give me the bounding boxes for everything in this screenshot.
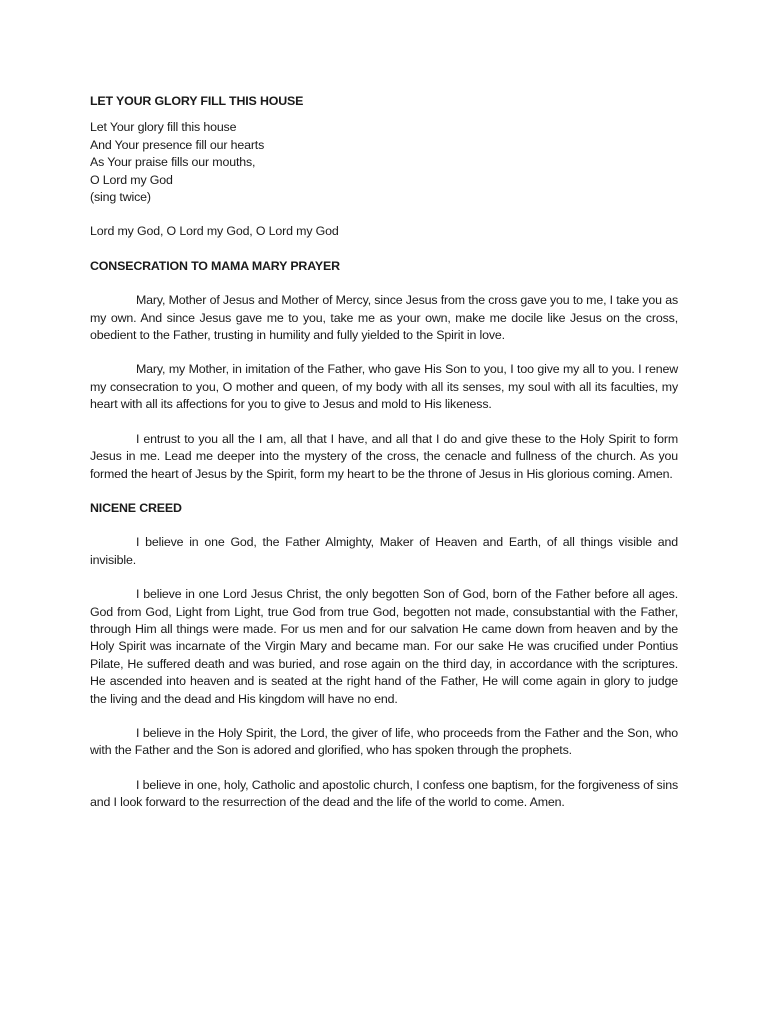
consecration-title: CONSECRATION TO MAMA MARY PRAYER — [90, 258, 340, 273]
spacer — [90, 206, 678, 223]
spacer — [90, 414, 678, 431]
song-refrain: Lord my God, O Lord my God, O Lord my God — [90, 224, 339, 239]
consecration-paragraph: Mary, Mother of Jesus and Mother of Mercy, since Jesus from the cross gave you to me, I take you as my own. And since Jesus gave me to you, take me as your own, make me docile like Jesus on the cross, obedient to the Father, trusting in humility and fully yielded to the Spirit in love. — [90, 293, 678, 343]
spacer — [90, 241, 678, 258]
spacer — [90, 344, 678, 361]
creed-title: NICENE CREED — [90, 500, 182, 515]
document-page — [90, 93, 678, 812]
spacer — [90, 569, 678, 586]
spacer — [90, 708, 678, 725]
creed-paragraph: I believe in one, holy, Catholic and apostolic church, I confess one baptism, for the forgiveness of sins and I look forward to the resurrection of the dead and the life of the world to come. Amen. — [90, 777, 678, 810]
consecration-paragraph: Mary, my Mother, in imitation of the Father, who gave His Son to you, I too give my all to you. I renew my consecration to you, O mother and queen, of my body with all its senses, my soul with all its faculties, my heart with all its affections for you to give to Jesus and mold to His likeness. — [90, 362, 678, 412]
creed-paragraph: I believe in the Holy Spirit, the Lord, the giver of life, who proceeds from the Father and the Son, who with the Father and the Son is adored and glorified, who has spoken through the prophets. — [90, 725, 678, 758]
spacer — [90, 760, 678, 777]
lyric-line: O Lord my God — [90, 172, 173, 187]
spacer — [90, 275, 678, 292]
lyric-line: And Your presence fill our hearts — [90, 137, 265, 152]
lyric-instruction: (sing twice) — [90, 190, 151, 205]
spacer — [90, 483, 678, 500]
creed-paragraph: I believe in one God, the Father Almighty, Maker of Heaven and Earth, of all things visible and invisible. — [90, 535, 678, 567]
spacer — [90, 110, 678, 119]
song-title: LET YOUR GLORY FILL THIS HOUSE — [90, 94, 304, 108]
lyric-line: Let Your glory fill this house — [90, 120, 237, 135]
creed-paragraph: I believe in one Lord Jesus Christ, the only begotten Son of God, born of the Father before all ages. God from God, Light from Light, true God from true God, begotten not made, consubstantial with the Father, through Him all things were made. For us men and for our salvation He came down from heaven and by the Holy Spirit was incarnate of the Virgin Mary and became man. For our sake He was crucified under Pontius Pilate, He suffered death and was buried, and rose again on the third day, in accordance with the scriptures. He ascended into heaven and is seated at the right hand of the Father, He will come again in glory to judge the living and the dead and His kingdom will have no end. — [90, 587, 678, 706]
lyric-line: As Your praise fills our mouths, — [90, 155, 256, 170]
song-lyrics — [90, 119, 678, 206]
spacer — [90, 517, 678, 534]
consecration-paragraph: I entrust to you all the I am, all that I have, and all that I do and give these to the Holy Spirit to form Jesus in me. Lead me deeper into the mystery of the cross, the cenacle and fullness of the church. As you formed the heart of Jesus by the Spirit, form my heart to be the throne of Jesus in His glorious coming. Amen. — [90, 431, 678, 481]
